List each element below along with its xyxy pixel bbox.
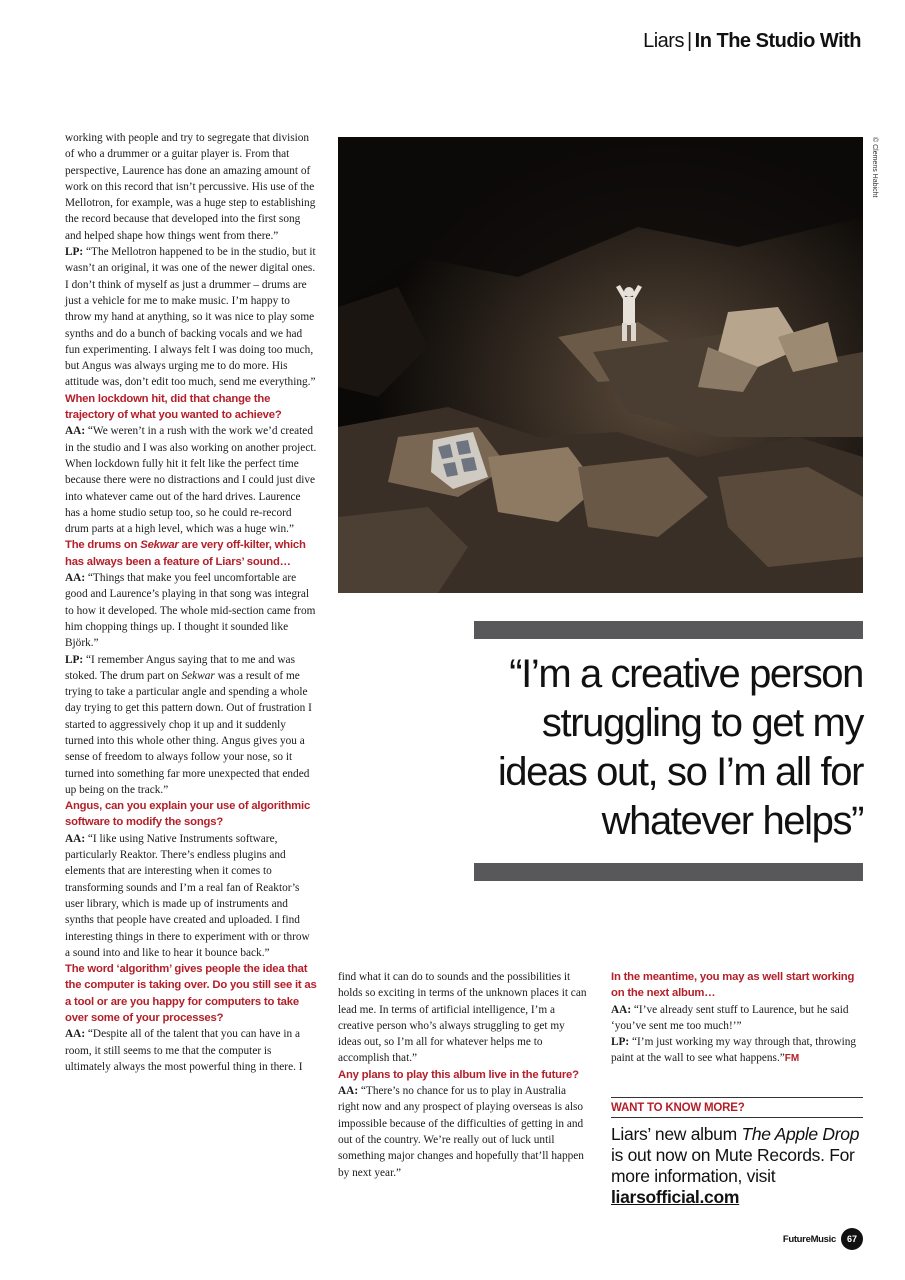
paragraph: AA: “I like using Native Instruments software, particularly Reaktor. There’s endless plugins and elements that are interesting when it comes to transforming sounds and I’m a real fan of Reaktor’s user library, which is made up of instruments and synths that people have created and uploaded. I find interesting things in there to experiment with or throw a sound into and like to hear it bounce back.” (65, 832, 310, 959)
pullquote-bar-bottom (474, 863, 863, 881)
page-footer (783, 1228, 863, 1250)
paragraph: AA: “There’s no chance for us to play in Australia right now and any prospect of playing overseas is also impossible because of the difficulties of getting in and out of the country. We’re really out of luck until something major changes and hopefully that’ll happen by next year.” (338, 1085, 584, 1179)
magazine-name: FutureMusic (782, 1233, 836, 1245)
cave-photo (338, 137, 863, 593)
article-column-2 (338, 969, 590, 1181)
speaker-initials: AA: (65, 425, 86, 438)
section-name: Liars (643, 30, 684, 52)
cave-photo-illustration (338, 137, 863, 593)
page-header (643, 30, 861, 53)
paragraph: LP: “I remember Angus saying that to me and was stoked. The drum part on Sekwar was a result of me trying to take a particular angle and spending a whole day trying to get this pattern down. Out of frustration I started to aggressively chop it up and it suddenly turned into this whole other thing. Angus gives you a sense of freedom to always follow your nose, so it turned into something far more unexpected that ended up being on the track.” (65, 653, 312, 796)
pullquote-bar-top (474, 621, 863, 639)
feature-name: In The Studio With (694, 30, 861, 52)
interview-question: The drums on Sekwar are very off-kilter, which has always been a feature of Liars’ sound… (65, 539, 306, 568)
speaker-initials: LP: (611, 1036, 630, 1049)
interview-question: Any plans to play this album live in the future? (338, 1068, 579, 1081)
box-divider (611, 1117, 863, 1118)
paragraph: AA: “We weren’t in a rush with the work we’d created in the studio and I was also working on another project. When lockdown fully hit it felt like the perfect time because there were no distractions and I could just dive into whatever came out of the hard drives. Laurence has a home studio setup too, so he could re-record drum parts at a high level, which was a huge win.” (65, 425, 317, 536)
paragraph: AA: “I’ve already sent stuff to Laurence, but he said ‘you’ve sent me too much!’” (611, 1003, 849, 1032)
article-column-3 (611, 969, 863, 1068)
want-to-know-more-box (611, 1097, 863, 1208)
photo-credit: © Clemens Habicht (871, 137, 878, 198)
article-column-1 (65, 130, 317, 1075)
speaker-initials: AA: (338, 1085, 359, 1098)
paragraph: AA: “Things that make you feel uncomfortable are good and Laurence’s playing in that song was integral to how it developed. The whole mid-section came from him chopping things up. I thought it sounded like Björk.” (65, 572, 316, 650)
paragraph: LP: “The Mellotron happened to be in the studio, but it wasn’t an original, it was one of the newer digital ones. I don’t think of myself as just a drummer – drums are just a vehicle for me to make music. I’m happy to throw my hand at anything, so it was nice to play some synths and do a bunch of backing vocals and we had fun experimenting. I always felt I was doing too much, but Angus was always urging me to do more. His attitude was, don’t edit too much, send me everything.” (65, 246, 316, 389)
page-number: 67 (841, 1228, 863, 1250)
pullquote: “I’m a creative person struggling to get my ideas out, so I’m all for whatever helps” (497, 652, 863, 843)
interview-question: Angus, can you explain your use of algorithmic software to modify the songs? (65, 800, 311, 829)
speaker-initials: AA: (65, 1028, 86, 1041)
box-title: WANT TO KNOW MORE? (611, 1102, 745, 1114)
paragraph: working with people and try to segregate that division of who a drummer or a guitar player is. From that perspective, Laurence has done an amazing amount of work on this record that isn’t percussive. His use of the Mellotron, for example, was a huge step to establishing the record because that developed into the first song and helped shape how things went from there.” (65, 132, 316, 242)
album-title: The Apple Drop (741, 1124, 860, 1144)
speaker-initials: AA: (611, 1003, 632, 1016)
box-body: Liars’ new album The Apple Drop is out now on Mute Records. For more information, visit liarsofficial.com (611, 1124, 860, 1207)
website-link[interactable]: liarsofficial.com (611, 1187, 740, 1207)
speaker-initials: AA: (65, 832, 86, 845)
interview-question: The word ‘algorithm’ gives people the idea that the computer is taking over. Do you still see it as a tool or are you happy for computers to take over some of your processes? (65, 963, 317, 1025)
interview-question: When lockdown hit, did that change the trajectory of what you wanted to achieve? (65, 392, 282, 422)
paragraph: LP: “I’m just working my way through that, throwing paint at the wall to see what happens.”FM (611, 1036, 857, 1065)
speaker-initials: LP: (65, 246, 84, 259)
header-separator: | (686, 30, 692, 52)
end-sign: FM (784, 1053, 800, 1065)
speaker-initials: LP: (65, 653, 84, 666)
speaker-initials: AA: (65, 572, 86, 585)
paragraph: AA: “Despite all of the talent that you can have in a room, it still seems to me that the computer is ultimately always the most powerful thing in there. I (65, 1028, 303, 1073)
interview-question: In the meantime, you may as well start working on the next album… (611, 971, 855, 1000)
paragraph: find what it can do to sounds and the possibilities it holds so exciting in terms of the unknown places it can lead me. In terms of artificial intelligence, I’m a creative person who’s always struggling to get my ideas out, so I’m all for whatever helps me to accomplish that.” (338, 971, 587, 1065)
